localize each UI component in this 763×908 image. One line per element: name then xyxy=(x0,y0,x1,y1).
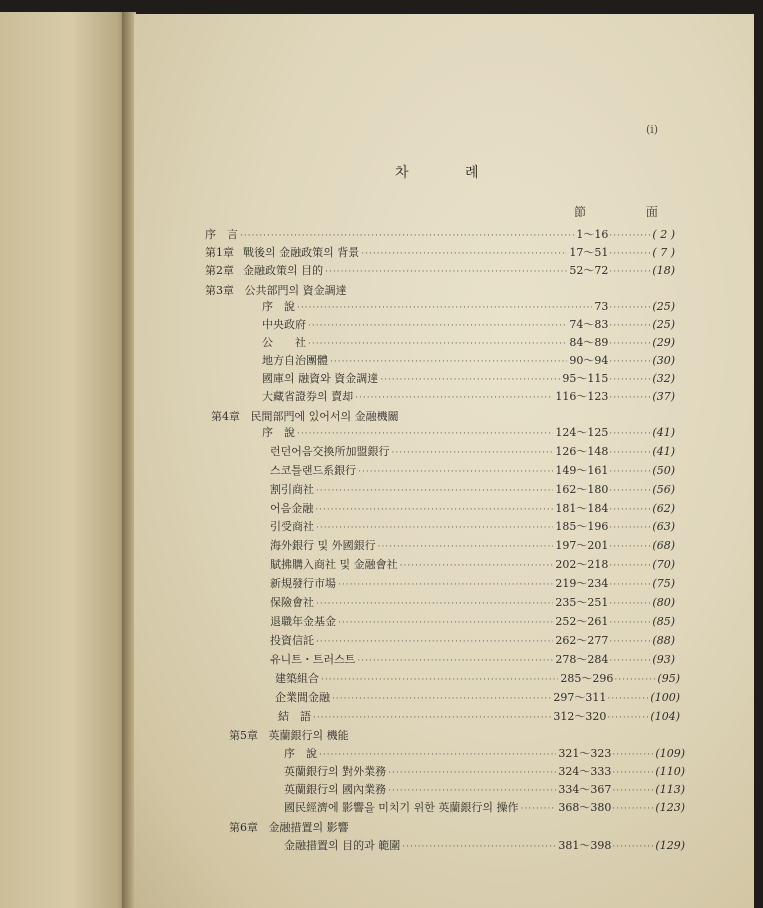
entry-label: 公 社 xyxy=(262,336,306,349)
entry-page: (100) xyxy=(650,691,680,704)
entry-label: 序 言 xyxy=(205,228,238,241)
dot-leader xyxy=(609,375,651,385)
entry-page: (25) xyxy=(652,318,675,331)
page-number: (i) xyxy=(646,123,659,136)
entry-range: 262～277 xyxy=(555,634,609,647)
entry-label: 大藏省證券의 賣却 xyxy=(262,390,354,403)
toc-entry xyxy=(205,244,675,262)
dot-leader xyxy=(609,505,651,515)
toc-entry xyxy=(284,799,685,817)
column-header: 節 面 xyxy=(574,205,686,219)
entry-range: 95～115 xyxy=(562,372,609,385)
entry-label: 割引商社 xyxy=(270,483,314,496)
dot-leader xyxy=(357,656,553,666)
entry-label: 金融措置의 影響 xyxy=(268,821,349,834)
dot-leader xyxy=(315,505,553,515)
entry-page: (50) xyxy=(652,464,675,477)
dot-leader xyxy=(402,842,556,852)
dot-leader xyxy=(297,303,592,313)
entry-label: 民間部門에 있어서의 金融機關 xyxy=(250,410,399,423)
entry-label: 序 說 xyxy=(262,300,295,313)
entry-page: (80) xyxy=(652,596,675,609)
dot-leader xyxy=(609,561,651,571)
entry-page: (93) xyxy=(652,653,675,666)
dot-leader xyxy=(316,599,553,609)
dot-leader xyxy=(308,321,567,331)
dot-leader xyxy=(330,357,567,367)
entry-range: 52～72 xyxy=(569,264,609,277)
chapter-heading xyxy=(205,282,347,298)
dot-leader xyxy=(609,599,651,609)
dot-leader xyxy=(609,580,651,590)
entry-page: (129) xyxy=(655,839,685,852)
entry-page: (25) xyxy=(652,300,675,313)
entry-page: (62) xyxy=(652,502,675,515)
page-title: 차 례 xyxy=(395,165,505,181)
chapter-number: 第2章 xyxy=(205,264,234,277)
toc-entry xyxy=(284,781,685,799)
entry-range: 74～83 xyxy=(569,318,609,331)
toc-entry xyxy=(262,298,675,316)
entry-range: 285～296 xyxy=(560,672,614,685)
dot-leader xyxy=(609,486,651,496)
entry-range: 381～398 xyxy=(558,839,612,852)
chapter-heading xyxy=(211,408,399,424)
dot-leader xyxy=(614,675,656,685)
entry-range: 162～180 xyxy=(555,483,609,496)
entry-range: 324～333 xyxy=(558,765,612,778)
toc-entry xyxy=(270,632,675,650)
toc-entry xyxy=(205,262,675,280)
entry-range: 84～89 xyxy=(569,336,609,349)
entry-label: 英蘭銀行의 對外業務 xyxy=(284,765,387,778)
entry-label: 退職年金基金 xyxy=(270,615,336,628)
dot-leader xyxy=(338,580,553,590)
entry-label: 國民經濟에 影響을 미치기 위한 英蘭銀行의 操作 xyxy=(284,801,519,814)
entry-range: 197～201 xyxy=(555,539,609,552)
entry-label: 유니트・트러스트 xyxy=(270,653,356,666)
entry-range: 17～51 xyxy=(569,246,609,259)
entry-page: (32) xyxy=(652,372,675,385)
toc-entry xyxy=(284,837,685,855)
dot-leader xyxy=(388,786,556,796)
entry-label: 公共部門의 資金調達 xyxy=(244,284,347,297)
entry-label: 어음金融 xyxy=(270,502,314,515)
chapter-heading xyxy=(229,819,349,835)
entry-label: 國庫의 融資와 資金調達 xyxy=(262,372,379,385)
toc-entry xyxy=(270,537,675,555)
dot-leader xyxy=(609,249,651,259)
dot-leader xyxy=(338,618,553,628)
entry-label: 引受商社 xyxy=(270,520,314,533)
dot-leader xyxy=(316,523,553,533)
entry-range: 149～161 xyxy=(555,464,609,477)
dot-leader xyxy=(609,321,651,331)
entry-page: (68) xyxy=(652,539,675,552)
entry-label: 中央政府 xyxy=(262,318,306,331)
toc-entry xyxy=(284,745,685,763)
toc-entry xyxy=(278,708,680,726)
dot-leader xyxy=(609,656,651,666)
entry-page: (63) xyxy=(652,520,675,533)
toc-entry xyxy=(262,370,675,388)
entry-page: (88) xyxy=(652,634,675,647)
toc-entry xyxy=(275,670,680,688)
entry-label: 序 說 xyxy=(262,426,295,439)
toc-entry xyxy=(270,556,675,574)
chapter-number: 第4章 xyxy=(211,410,240,423)
entry-page: (18) xyxy=(652,264,675,277)
chapter-number: 第1章 xyxy=(205,246,234,259)
entry-page: (104) xyxy=(650,710,680,723)
dot-leader xyxy=(355,393,553,403)
dot-leader xyxy=(332,694,551,704)
toc-entry xyxy=(270,651,675,669)
toc-entry xyxy=(270,443,675,461)
dot-leader xyxy=(612,750,654,760)
toc-entry xyxy=(262,334,675,352)
chapter-number: 第5章 xyxy=(229,729,258,742)
entry-label: 金融措置의 目的과 範圍 xyxy=(284,839,401,852)
entry-page: (95) xyxy=(657,672,680,685)
entry-label: 新規發行市場 xyxy=(270,577,336,590)
entry-page: ( 7 ) xyxy=(652,246,675,259)
dot-leader xyxy=(378,542,554,552)
toc-entry xyxy=(262,388,675,406)
entry-range: 185～196 xyxy=(555,520,609,533)
entry-range: 235～251 xyxy=(555,596,609,609)
entry-range: 368～380 xyxy=(558,801,612,814)
toc-entry xyxy=(270,613,675,631)
entry-label: 스코틀랜드系銀行 xyxy=(270,464,357,477)
toc-entry xyxy=(262,352,675,370)
toc-entry xyxy=(270,462,675,480)
dot-leader xyxy=(609,357,651,367)
dot-leader xyxy=(380,375,560,385)
entry-page: (113) xyxy=(655,783,685,796)
toc-entry xyxy=(270,500,675,518)
entry-range: 297～311 xyxy=(553,691,607,704)
entry-range: 90～94 xyxy=(569,354,609,367)
entry-range: 124～125 xyxy=(555,426,609,439)
entry-page: (75) xyxy=(652,577,675,590)
dot-leader xyxy=(388,768,556,778)
entry-range: 73 xyxy=(594,300,609,313)
left-page xyxy=(0,12,128,908)
entry-page: (41) xyxy=(652,445,675,458)
dot-leader xyxy=(240,231,574,241)
entry-label: 建築組合 xyxy=(275,672,319,685)
entry-range: 278～284 xyxy=(555,653,609,666)
entry-label: 地方自治團體 xyxy=(262,354,328,367)
dot-leader xyxy=(609,637,651,647)
dot-leader xyxy=(609,448,651,458)
entry-label: 投資信託 xyxy=(270,634,314,647)
entry-label: 英蘭銀行의 國內業務 xyxy=(284,783,387,796)
dot-leader xyxy=(321,675,558,685)
entry-label: 保險會社 xyxy=(270,596,314,609)
entry-label: 結 語 xyxy=(278,710,311,723)
dot-leader xyxy=(612,768,654,778)
entry-range: 126～148 xyxy=(555,445,609,458)
dot-leader xyxy=(609,542,651,552)
entry-range: 181～184 xyxy=(555,502,609,515)
entry-range: 321～323 xyxy=(558,747,612,760)
entry-page: (123) xyxy=(655,801,685,814)
toc-entry xyxy=(270,481,675,499)
toc-entry xyxy=(270,594,675,612)
dot-leader xyxy=(392,448,554,458)
chapter-heading xyxy=(229,727,349,743)
entry-label: 海外銀行 및 外國銀行 xyxy=(270,539,376,552)
entry-range: 252～261 xyxy=(555,615,609,628)
toc-entry xyxy=(284,763,685,781)
toc-entry xyxy=(275,689,680,707)
dot-leader xyxy=(400,561,554,571)
entry-page: (109) xyxy=(655,747,685,760)
dot-leader xyxy=(609,523,651,533)
dot-leader xyxy=(521,804,557,814)
entry-page: (85) xyxy=(652,615,675,628)
entry-range: 1～16 xyxy=(576,228,609,241)
entry-range: 312～320 xyxy=(553,710,607,723)
entry-range: 116～123 xyxy=(555,390,609,403)
entry-label: 金融政策의 目的 xyxy=(243,264,324,277)
entry-label: 英蘭銀行의 機能 xyxy=(268,729,349,742)
entry-page: (37) xyxy=(652,390,675,403)
dot-leader xyxy=(609,393,651,403)
entry-label: 戰後의 金融政策의 背景 xyxy=(243,246,360,259)
entry-label: 企業間金融 xyxy=(275,691,330,704)
dot-leader xyxy=(325,267,567,277)
dot-leader xyxy=(297,429,553,439)
dot-leader xyxy=(319,750,556,760)
dot-leader xyxy=(316,486,553,496)
dot-leader xyxy=(612,786,654,796)
entry-page: ( 2 ) xyxy=(652,228,675,241)
entry-page: (30) xyxy=(652,354,675,367)
dot-leader xyxy=(609,467,651,477)
entry-page: (110) xyxy=(655,765,685,778)
dot-leader xyxy=(607,694,649,704)
entry-label: 賦拂購入商社 및 金融會社 xyxy=(270,558,398,571)
toc-entry xyxy=(205,226,675,244)
toc-entry xyxy=(262,424,675,442)
entry-label: 序 說 xyxy=(284,747,317,760)
toc-entry xyxy=(270,518,675,536)
entry-range: 202～218 xyxy=(555,558,609,571)
entry-range: 219～234 xyxy=(555,577,609,590)
toc-entry xyxy=(262,316,675,334)
toc-entry xyxy=(270,575,675,593)
entry-page: (41) xyxy=(652,426,675,439)
chapter-number: 第6章 xyxy=(229,821,258,834)
entry-page: (56) xyxy=(652,483,675,496)
entry-page: (29) xyxy=(652,336,675,349)
dot-leader xyxy=(609,231,651,241)
dot-leader xyxy=(612,804,654,814)
dot-leader xyxy=(609,429,651,439)
chapter-number: 第3章 xyxy=(205,284,234,297)
dot-leader xyxy=(609,618,651,628)
dot-leader xyxy=(358,467,553,477)
dot-leader xyxy=(609,303,651,313)
dot-leader xyxy=(609,339,651,349)
dot-leader xyxy=(609,267,651,277)
dot-leader xyxy=(612,842,654,852)
entry-page: (70) xyxy=(652,558,675,571)
dot-leader xyxy=(313,713,551,723)
dot-leader xyxy=(316,637,553,647)
dot-leader xyxy=(607,713,649,723)
entry-range: 334～367 xyxy=(558,783,612,796)
dot-leader xyxy=(361,249,567,259)
entry-label: 런던어음交換所加盟銀行 xyxy=(270,445,390,458)
dot-leader xyxy=(308,339,567,349)
